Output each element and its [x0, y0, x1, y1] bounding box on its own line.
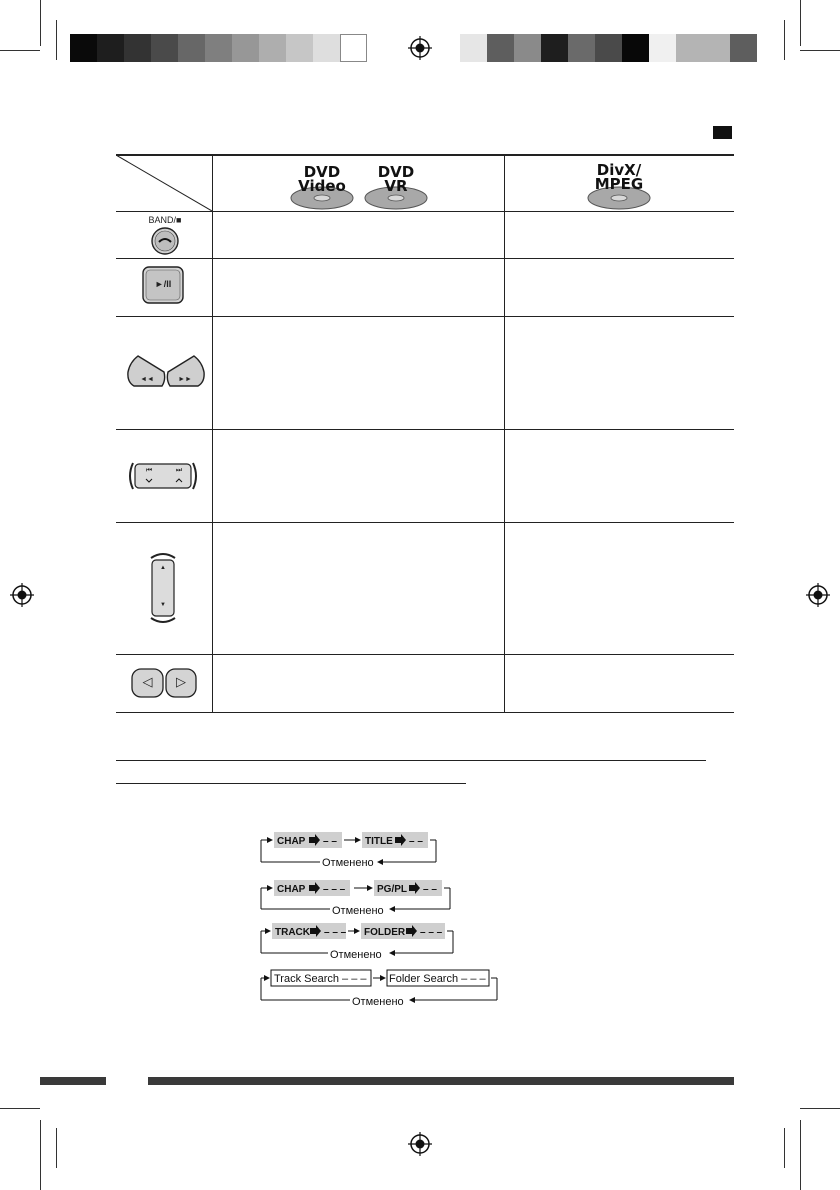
flow-to-suffix: – – – [420, 927, 443, 938]
flow-cancel-label: Отменено [322, 857, 374, 869]
color-swatch [622, 34, 649, 62]
disc-label-line: DVD [303, 163, 341, 181]
crop-mark [784, 1128, 785, 1168]
color-swatch [595, 34, 622, 62]
crop-mark [0, 50, 40, 51]
registration-mark-icon [408, 36, 432, 60]
skip-buttons-icon [127, 461, 199, 491]
color-swatch [70, 34, 97, 62]
color-swatch [340, 34, 367, 62]
color-swatch [703, 34, 730, 62]
color-swatch [205, 34, 232, 62]
flow-to-label: FOLDER [364, 927, 406, 938]
rewind-forward-buttons-icon [124, 350, 208, 394]
flow-divx-mpeg [261, 923, 453, 961]
flow-to-label: PG/PL [377, 884, 408, 895]
rewind-forward-buttons [124, 350, 208, 394]
crop-mark [40, 1120, 41, 1190]
button-label: BAND/■ [148, 215, 182, 225]
search-mode-flow-diagrams [250, 826, 510, 1012]
flow-to-suffix: – – [423, 884, 437, 895]
color-swatch [232, 34, 259, 62]
button-label: ►/II [154, 279, 172, 289]
flow-dvd-video [261, 832, 436, 869]
left-arrow-label: ◁ [142, 674, 153, 689]
flow-to-label: TITLE [365, 836, 393, 847]
skip-buttons [127, 461, 199, 491]
right-arrow-label: ▷ [176, 674, 186, 689]
color-swatch [676, 34, 703, 62]
crop-mark [40, 0, 41, 46]
table-row-rule [116, 429, 734, 430]
color-swatch [313, 34, 340, 62]
color-swatch [97, 34, 124, 62]
flow-cancel-label: Отменено [352, 996, 404, 1008]
disc-label-line: DVD [377, 163, 415, 181]
color-swatch [178, 34, 205, 62]
disc-label-line: VR [384, 177, 408, 195]
color-swatch [151, 34, 178, 62]
table-column-rule [504, 155, 505, 712]
up-label: ▲ [160, 565, 166, 571]
forward-label: ►► [178, 376, 192, 383]
crop-mark [0, 1108, 40, 1109]
footer-bar-right [148, 1077, 734, 1085]
crop-mark [784, 20, 785, 60]
flow-cancel-label: Отменено [332, 905, 384, 917]
registration-mark-icon [806, 583, 830, 607]
flow-to-label: Folder Search – – – [389, 973, 486, 985]
text-underline-rule [116, 783, 466, 784]
flow-dvd-vr [261, 880, 450, 917]
disc-label-line: DivX/ [596, 161, 642, 179]
table-row-rule [116, 316, 734, 317]
crop-mark [800, 1108, 840, 1109]
band-stop-button [140, 214, 190, 256]
crop-mark [56, 20, 57, 60]
color-swatch [541, 34, 568, 62]
up-down-buttons-icon [149, 552, 177, 624]
dvd-vr-disc [364, 162, 428, 212]
color-swatch [259, 34, 286, 62]
color-swatch [487, 34, 514, 62]
flow-from-suffix: – – [323, 836, 337, 847]
table-bottom-rule [116, 712, 734, 713]
color-swatch [286, 34, 313, 62]
color-swatch [649, 34, 676, 62]
band-stop-button-icon [150, 226, 180, 256]
table-row-rule [116, 654, 734, 655]
up-down-buttons [149, 552, 177, 624]
dvd-video-disc [290, 160, 354, 210]
crop-mark [800, 50, 840, 51]
crop-mark [800, 1120, 801, 1190]
table-corner-diagonal [116, 155, 212, 211]
flow-from-label: CHAP [277, 836, 306, 847]
crop-mark [800, 0, 801, 46]
skip-back-label: ⏮ [145, 467, 153, 474]
language-marker [713, 126, 732, 139]
registration-mark-icon [408, 1132, 432, 1156]
color-swatch [460, 34, 487, 62]
table-row-rule [116, 258, 734, 259]
table-row-rule [116, 522, 734, 523]
table-column-rule [212, 155, 213, 712]
footer-bar-left [40, 1077, 106, 1085]
skip-forward-label: ⏭ [175, 467, 183, 474]
text-underline-rule [116, 760, 706, 761]
flow-cancel-label: Отменено [330, 949, 382, 961]
flow-from-label: CHAP [277, 884, 306, 895]
color-swatch [124, 34, 151, 62]
disc-label-line: Video [298, 177, 346, 195]
left-right-buttons [131, 668, 197, 698]
registration-mark-icon [10, 583, 34, 607]
color-swatch [514, 34, 541, 62]
disc-label-line: MPEG [594, 175, 644, 193]
rewind-label: ◄◄ [140, 376, 154, 383]
flow-to-suffix: – – [409, 836, 423, 847]
flow-track-folder-search [261, 970, 497, 1008]
color-swatch [730, 34, 757, 62]
play-pause-button [141, 265, 185, 305]
color-swatch [568, 34, 595, 62]
divx-mpeg-disc [587, 160, 651, 210]
flow-from-suffix: – – – [323, 884, 346, 895]
down-label: ▼ [160, 602, 166, 608]
flow-from-suffix: – – – [324, 927, 347, 938]
flow-from-label: Track Search – – – [274, 973, 367, 985]
crop-mark [56, 1128, 57, 1168]
flow-from-label: TRACK [275, 927, 310, 938]
